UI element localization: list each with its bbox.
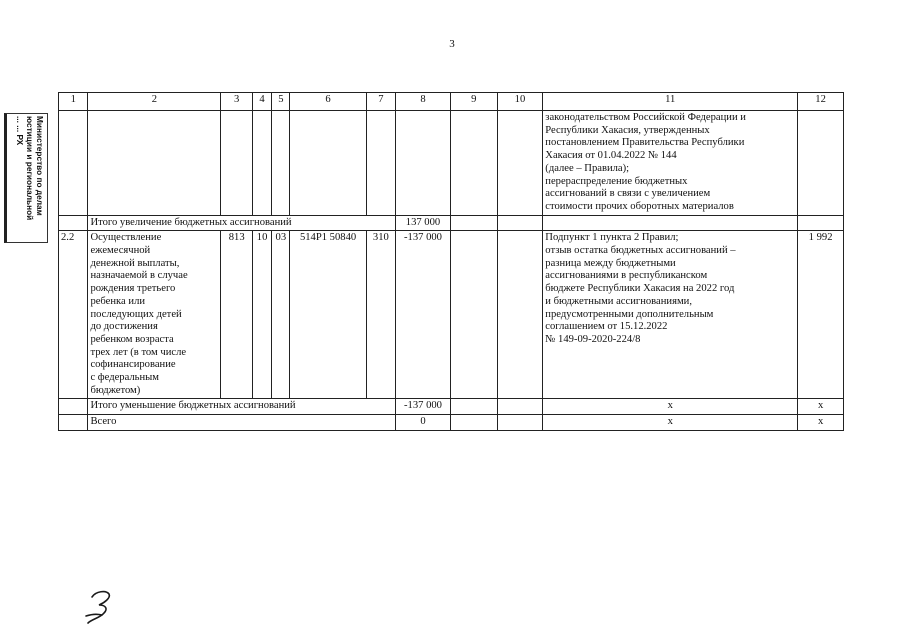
- row-amount: -137 000: [396, 231, 451, 399]
- stamp-text: [15, 116, 45, 220]
- name-line: до достижения: [90, 321, 158, 333]
- table-cell: [497, 231, 543, 399]
- table-cell: [59, 111, 88, 216]
- handwritten-mark: [82, 585, 116, 625]
- table-cell: [497, 415, 543, 431]
- header-cell: 4: [252, 93, 271, 111]
- budget-table: [58, 92, 844, 431]
- table-cell: [497, 215, 543, 231]
- increase-total-amount: 137 000: [396, 215, 451, 231]
- note-line: Подпункт 1 пункта 2 Правил;: [545, 232, 679, 244]
- section-code: 10: [252, 231, 271, 399]
- table-cell: [450, 415, 497, 431]
- table-cell: [290, 111, 366, 216]
- row-note-cell: [543, 231, 798, 399]
- table-cell: [543, 215, 798, 231]
- table-cell: [450, 231, 497, 399]
- name-line: последующих детей: [90, 308, 182, 320]
- note-line: ассигнованиями в республиканском: [545, 270, 708, 282]
- table-cell: [59, 415, 88, 431]
- decrease-total-row: [59, 399, 844, 415]
- name-line: бюджетом): [90, 384, 141, 396]
- increase-total-label: Итого увеличение бюджетных ассигнований: [88, 215, 396, 231]
- table-cell: [497, 399, 543, 415]
- name-line: трех лет (в том числе: [90, 346, 187, 358]
- table-cell: [272, 111, 290, 216]
- table-cell: [396, 111, 451, 216]
- header-cell: 3: [221, 93, 252, 111]
- grand-total-label: Всего: [88, 415, 396, 431]
- page-number: 3: [449, 38, 455, 50]
- note-line: постановлением Правительства Республики: [545, 137, 745, 149]
- row-number: 2.2: [59, 231, 88, 399]
- grand-total-note: x: [543, 415, 798, 431]
- grand-total-column-12: x: [798, 415, 844, 431]
- expenditure-name: [88, 231, 221, 399]
- table-cell: [59, 399, 88, 415]
- note-line: законодательством Российской Федерации и: [545, 112, 746, 123]
- decrease-total-amount: -137 000: [396, 399, 451, 415]
- name-line: ребенка или: [90, 295, 146, 307]
- note-line: и бюджетными ассигнованиями,: [545, 295, 692, 307]
- header-cell: 9: [450, 93, 497, 111]
- continuation-note-cell: [543, 111, 798, 216]
- note-line: бюджете Республики Хакасия на 2022 год: [545, 283, 735, 295]
- header-cell: 8: [396, 93, 451, 111]
- note-line: соглашением от 15.12.2022: [545, 321, 668, 333]
- continuation-row: [59, 111, 844, 216]
- table-cell: [450, 215, 497, 231]
- header-cell: 5: [272, 93, 290, 111]
- name-line: с федеральным: [90, 372, 160, 384]
- subsection-code: 03: [272, 231, 290, 399]
- note-line: перераспределение бюджетных: [545, 175, 688, 187]
- grand-total-amount: 0: [396, 415, 451, 431]
- table-cell: [221, 111, 252, 216]
- table-cell: [450, 399, 497, 415]
- header-cell: 10: [497, 93, 543, 111]
- name-line: денежной выплаты,: [90, 257, 180, 269]
- table-cell: [252, 111, 271, 216]
- expense-type-code: 310: [366, 231, 395, 399]
- name-line: ежемесячной: [90, 245, 151, 257]
- column-12-value: 1 992: [798, 231, 844, 399]
- header-cell: 1: [59, 93, 88, 111]
- header-cell: 7: [366, 93, 395, 111]
- header-cell: 6: [290, 93, 366, 111]
- note-line: № 149-09-2020-224/8: [545, 333, 641, 345]
- note-line: Республики Хакасия, утвержденных: [545, 124, 710, 136]
- header-row: [59, 93, 844, 111]
- note-line: Хакасия от 01.04.2022 № 144: [545, 150, 677, 162]
- header-cell: 2: [88, 93, 221, 111]
- table-cell: [450, 111, 497, 216]
- note-line: предусмотренными дополнительным: [545, 308, 714, 320]
- name-line: назначаемой в случае: [90, 270, 188, 282]
- stamp-line: Министерство по делам: [35, 116, 45, 216]
- grand-total-row: [59, 415, 844, 431]
- note-line: отзыв остатка бюджетных ассигнований –: [545, 245, 736, 257]
- decrease-total-column-12: x: [798, 399, 844, 415]
- target-article-code: 514P1 50840: [290, 231, 366, 399]
- note-line: ассигнований в связи с увеличением: [545, 188, 711, 200]
- name-line: Осуществление: [90, 232, 162, 244]
- decrease-total-label: Итого уменьшение бюджетных ассигнований: [88, 399, 396, 415]
- note-line: (далее – Правила);: [545, 162, 630, 174]
- name-line: ребенком возраста: [90, 333, 174, 345]
- stamp-line: юстиции и региональной: [25, 116, 35, 221]
- name-line: софинансирование: [90, 359, 176, 371]
- table-cell: [798, 111, 844, 216]
- header-cell: 11: [543, 93, 798, 111]
- increase-total-row: [59, 215, 844, 231]
- table-cell: [497, 111, 543, 216]
- note-line: разница между бюджетными: [545, 257, 676, 269]
- table-row-2-2: [59, 231, 844, 399]
- name-line: рождения третьего: [90, 283, 176, 295]
- table-cell: [798, 215, 844, 231]
- decrease-total-note: x: [543, 399, 798, 415]
- table-cell: [88, 111, 221, 216]
- registration-stamp: [4, 113, 48, 243]
- table-cell: [59, 215, 88, 231]
- header-cell: 12: [798, 93, 844, 111]
- stamp-line: ... ... РХ: [15, 116, 25, 146]
- note-line: стоимости прочих оборотных материалов: [545, 200, 734, 212]
- table-cell: [366, 111, 395, 216]
- ministry-code: 813: [221, 231, 252, 399]
